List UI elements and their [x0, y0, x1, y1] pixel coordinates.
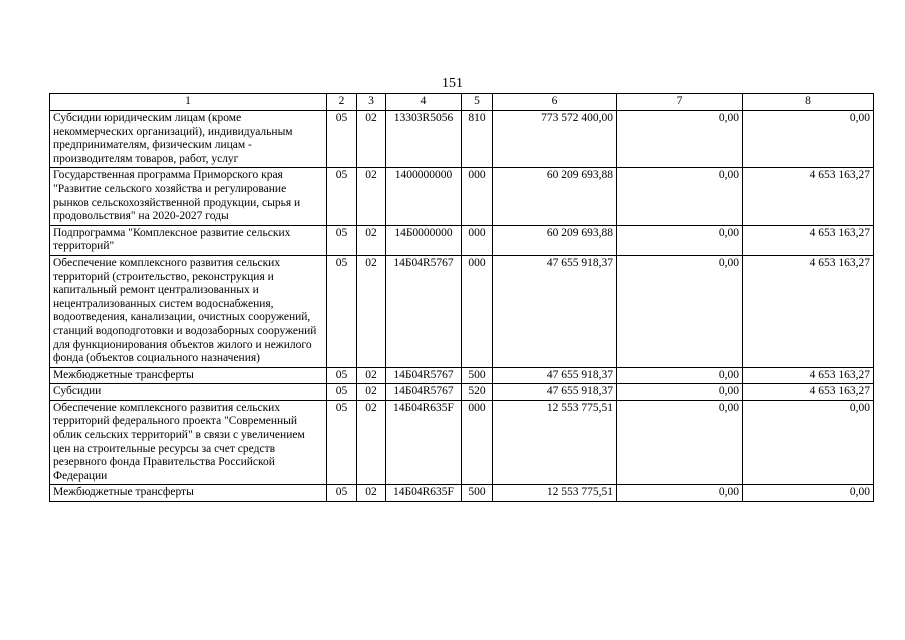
row-name: Государственная программа Приморского края "Развитие сельского хозяйства и регулирование рынков сельскохозяйственной продукции, сырья и продовольствия" на 2020-2027 годы [50, 168, 327, 225]
row-name: Обеспечение комплексного развития сельских территорий (строительство, реконструкция и капитальный ремонт централизованных и нецентрализованных систем водоснабжения, водоотведения, канализации, очистных сооружений, станций водоподготовки и водозаборных сооружений для функционирования объектов жилого и нежилого фонда (объектов социального назначения) [50, 255, 327, 367]
amount-col7: 0,00 [617, 485, 743, 502]
table-row [50, 111, 874, 168]
target-article-code: 14Б04R635F [386, 400, 462, 485]
amount-col7: 0,00 [617, 255, 743, 367]
amount-col8: 0,00 [743, 111, 874, 168]
column-header: 8 [743, 94, 874, 111]
subsection-code: 02 [357, 225, 386, 255]
amount-col6: 47 655 918,37 [493, 255, 617, 367]
page-number: 151 [442, 76, 463, 91]
section-code: 05 [327, 168, 357, 225]
subsection-code: 02 [357, 384, 386, 401]
amount-col8: 4 653 163,27 [743, 255, 874, 367]
amount-col8: 4 653 163,27 [743, 225, 874, 255]
subsection-code: 02 [357, 400, 386, 485]
expense-type-code: 000 [462, 168, 493, 225]
subsection-code: 02 [357, 367, 386, 384]
amount-col7: 0,00 [617, 367, 743, 384]
expense-type-code: 810 [462, 111, 493, 168]
amount-col6: 12 553 775,51 [493, 485, 617, 502]
target-article-code: 13303R5056 [386, 111, 462, 168]
target-article-code: 14Б0000000 [386, 225, 462, 255]
subsection-code: 02 [357, 111, 386, 168]
subsection-code: 02 [357, 255, 386, 367]
amount-col8: 0,00 [743, 485, 874, 502]
row-name: Субсидии юридическим лицам (кроме некоммерческих организаций), индивидуальным предпринимателям, физическим лицам - производителям товаров, работ, услуг [50, 111, 327, 168]
amount-col6: 12 553 775,51 [493, 400, 617, 485]
amount-col7: 0,00 [617, 384, 743, 401]
table-header-row [50, 94, 874, 111]
column-header: 1 [50, 94, 327, 111]
amount-col8: 4 653 163,27 [743, 367, 874, 384]
expense-type-code: 500 [462, 485, 493, 502]
row-name: Межбюджетные трансферты [50, 367, 327, 384]
amount-col7: 0,00 [617, 168, 743, 225]
section-code: 05 [327, 384, 357, 401]
section-code: 05 [327, 111, 357, 168]
expense-type-code: 520 [462, 384, 493, 401]
row-name: Межбюджетные трансферты [50, 485, 327, 502]
section-code: 05 [327, 225, 357, 255]
table-row [50, 168, 874, 225]
row-name: Обеспечение комплексного развития сельских территорий федерального проекта "Современный облик сельских территорий" в связи с увеличением цен на строительные ресурсы за счет средств резервного фонда Правительства Российской Федерации [50, 400, 327, 485]
expense-type-code: 000 [462, 255, 493, 367]
amount-col8: 4 653 163,27 [743, 168, 874, 225]
target-article-code: 14Б04R5767 [386, 255, 462, 367]
target-article-code: 14Б04R5767 [386, 384, 462, 401]
expense-type-code: 000 [462, 225, 493, 255]
amount-col6: 60 209 693,88 [493, 168, 617, 225]
amount-col8: 0,00 [743, 400, 874, 485]
column-header: 6 [493, 94, 617, 111]
budget-table [49, 93, 874, 502]
target-article-code: 1400000000 [386, 168, 462, 225]
table-row [50, 485, 874, 502]
column-header: 7 [617, 94, 743, 111]
row-name: Подпрограмма "Комплексное развитие сельских территорий" [50, 225, 327, 255]
column-header: 5 [462, 94, 493, 111]
expense-type-code: 000 [462, 400, 493, 485]
section-code: 05 [327, 255, 357, 367]
column-header: 2 [327, 94, 357, 111]
amount-col6: 773 572 400,00 [493, 111, 617, 168]
subsection-code: 02 [357, 485, 386, 502]
target-article-code: 14Б04R5767 [386, 367, 462, 384]
amount-col7: 0,00 [617, 400, 743, 485]
section-code: 05 [327, 400, 357, 485]
amount-col7: 0,00 [617, 111, 743, 168]
expense-type-code: 500 [462, 367, 493, 384]
column-header: 3 [357, 94, 386, 111]
amount-col6: 47 655 918,37 [493, 384, 617, 401]
section-code: 05 [327, 367, 357, 384]
table-row [50, 367, 874, 384]
target-article-code: 14Б04R635F [386, 485, 462, 502]
table-row [50, 400, 874, 485]
table-row [50, 384, 874, 401]
subsection-code: 02 [357, 168, 386, 225]
amount-col8: 4 653 163,27 [743, 384, 874, 401]
amount-col6: 60 209 693,88 [493, 225, 617, 255]
amount-col6: 47 655 918,37 [493, 367, 617, 384]
table-row [50, 255, 874, 367]
table-row [50, 225, 874, 255]
column-header: 4 [386, 94, 462, 111]
section-code: 05 [327, 485, 357, 502]
amount-col7: 0,00 [617, 225, 743, 255]
row-name: Субсидии [50, 384, 327, 401]
